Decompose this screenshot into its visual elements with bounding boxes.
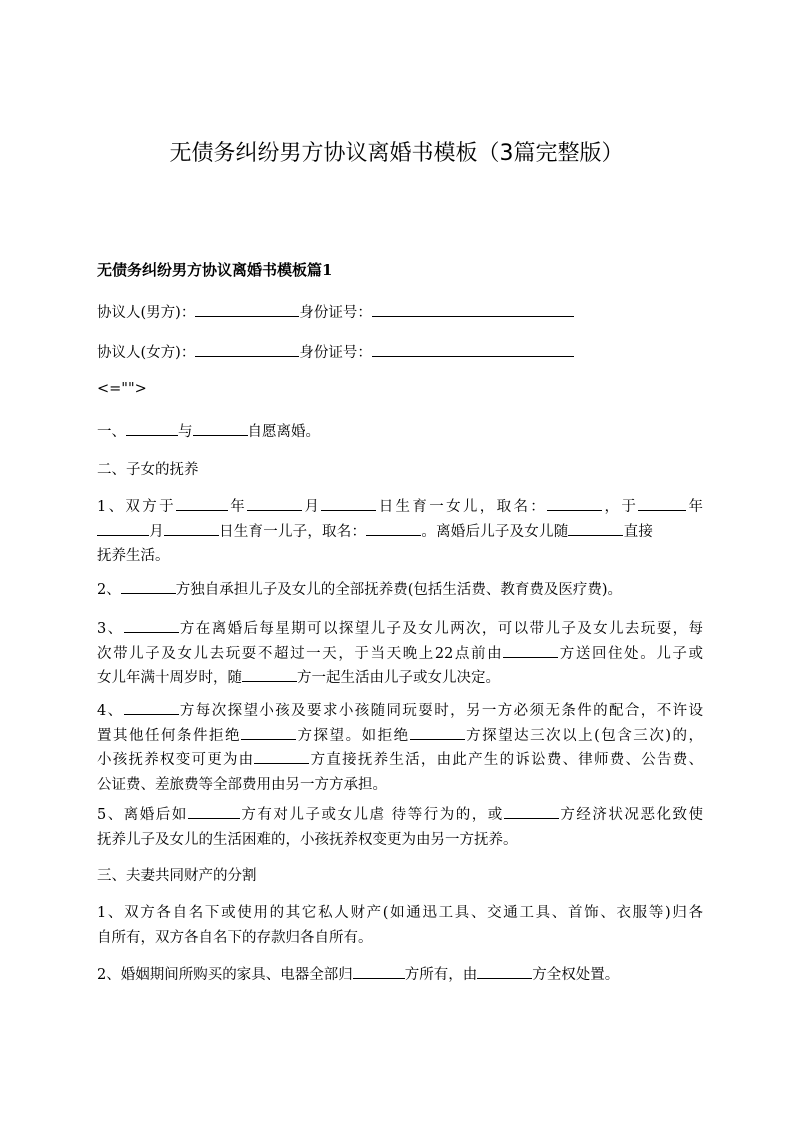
text-row	[97, 699, 703, 724]
text-row	[97, 803, 703, 828]
text-segment: 自所有，双方各自名下的存款归各自所有。	[97, 929, 373, 946]
clause-1-children	[97, 495, 703, 569]
blank-field	[124, 700, 179, 715]
party-male-id-label: 身份证号：	[299, 305, 372, 321]
text-segment: 5、离婚后如	[97, 807, 188, 823]
text-segment: 1、双方各自名下或使用的其它私人财产(如通迅工具、交通工具、首饰、衣服等)归各	[97, 905, 703, 921]
text-row	[97, 926, 703, 951]
text-segment: 年	[686, 499, 704, 515]
blank-field	[126, 421, 178, 436]
text-segment: 小孩抚养权变可更为由	[97, 752, 255, 768]
party-female-label: 协议人(女方)：	[97, 345, 196, 361]
text-segment: 1、双方于	[97, 499, 176, 515]
text-segment: 方全权处置。	[532, 967, 620, 983]
blank-field	[410, 725, 465, 740]
text-segment: 日生育一女儿，取名：	[376, 499, 548, 515]
text-segment: 方经济状况恶化致使	[558, 807, 704, 823]
blank-field	[372, 342, 574, 357]
clause-3-visitation	[97, 617, 703, 691]
text-segment: 3、	[97, 621, 124, 637]
text-segment: 2、婚姻期间所购买的家具、电器全部归	[97, 967, 353, 983]
section-title-property: 三、夫妻共同财产的分割	[97, 868, 257, 884]
property-clause-1	[97, 901, 703, 950]
blank-field	[193, 421, 248, 436]
text-row	[97, 642, 703, 667]
clause-2-support	[97, 579, 622, 600]
party-female-line	[97, 342, 574, 363]
text-segment: 方探望。如拒绝	[296, 727, 410, 744]
text-segment: 方每次探望小孩及要求小孩随同玩耍时，另一方必须无条件的配合，不许设	[178, 703, 703, 719]
blank-field	[254, 749, 309, 764]
blank-field	[321, 496, 376, 511]
text-segment: 4、	[97, 703, 124, 719]
text-segment: 方所有，由	[404, 967, 478, 983]
text-segment: 月	[302, 499, 322, 515]
blank-field	[195, 302, 299, 317]
blank-field	[176, 496, 228, 511]
blank-field	[124, 618, 179, 633]
blank-field	[568, 521, 623, 536]
blank-field	[477, 964, 532, 979]
text-row	[97, 666, 703, 691]
clause-divorce-consent	[97, 421, 320, 442]
text-row	[97, 495, 703, 520]
blank-field	[97, 521, 149, 536]
text-segment: 。离婚后儿子及女儿随	[421, 523, 569, 540]
blank-field	[638, 496, 686, 511]
party-male-label: 协议人(男方)：	[97, 305, 196, 321]
text-segment: 年	[227, 499, 248, 515]
text-segment: 方在离婚后每星期可以探望儿子及女儿两次，可以带儿子及女儿去玩耍，每	[178, 621, 703, 637]
text-segment: 女儿年满十周岁时，随	[97, 670, 242, 686]
text-segment: 方直接抚养生活，由此产生的诉讼费、律师费、公告费、	[309, 752, 704, 768]
blank-field	[504, 804, 559, 819]
blank-field	[241, 725, 296, 740]
text-segment: 方一起生活由儿子或女儿决定。	[297, 670, 500, 686]
text-segment: 日生育一儿子，取名：	[218, 523, 367, 540]
blank-field	[121, 579, 176, 594]
party-male-line	[97, 302, 574, 323]
text-row	[97, 828, 703, 853]
text-segment: 与	[178, 424, 193, 440]
stray-markup-text: <="">	[97, 381, 147, 397]
property-clause-2	[97, 964, 619, 985]
text-segment: 方有对儿子或女儿虐 待等行为的，或	[239, 807, 504, 823]
text-row	[97, 544, 703, 569]
blank-field	[547, 496, 602, 511]
text-row	[97, 901, 703, 926]
party-female-id-label: 身份证号：	[299, 345, 372, 361]
text-segment: 抚养儿子及女儿的生活困难的，小孩抚养权变更为由另一方抚养。	[97, 831, 518, 848]
blank-field	[353, 964, 405, 979]
blank-field	[195, 342, 299, 357]
text-segment: 月	[149, 523, 164, 540]
text-segment: 一、	[97, 424, 126, 440]
document-title: 无债务纠纷男方协议离婚书模板（3篇完整版）	[169, 141, 624, 166]
text-segment: 公证费、差旅费等全部费用由另一方方承担。	[97, 776, 387, 793]
text-segment: 抚养生活。	[97, 548, 170, 564]
blank-field	[242, 667, 297, 682]
text-row	[97, 617, 703, 642]
section-title-child-custody: 二、子女的抚养	[97, 462, 199, 478]
text-segment: 直接	[623, 523, 654, 540]
text-segment: 置其他任何条件拒绝	[97, 727, 242, 744]
text-row	[97, 748, 703, 773]
text-segment: ，于	[602, 499, 639, 515]
blank-field	[372, 302, 574, 317]
text-segment: 次带儿子及女儿去玩耍不超过一天，于当天晚上22点前由	[97, 645, 504, 662]
text-row	[97, 773, 703, 798]
blank-field	[164, 521, 219, 536]
blank-field	[247, 496, 302, 511]
text-segment: 方探望达三次以上(包含三次)的，	[464, 727, 703, 744]
clause-4-cooperation	[97, 699, 703, 797]
text-segment: 方独自承担儿子及女儿的全部抚养费(包括生活费、教育费及医疗费)。	[175, 582, 623, 598]
text-row	[97, 724, 703, 749]
blank-field	[188, 804, 240, 819]
blank-field	[503, 643, 558, 658]
text-row	[97, 520, 703, 545]
clause-5-custody-change	[97, 803, 703, 852]
text-segment: 2、	[97, 582, 121, 598]
text-segment: 方送回住处。儿子或	[558, 645, 704, 662]
blank-field	[366, 521, 421, 536]
text-segment: 自愿离婚。	[247, 424, 320, 440]
section-heading: 无债务纠纷男方协议离婚书模板篇1	[97, 261, 333, 279]
